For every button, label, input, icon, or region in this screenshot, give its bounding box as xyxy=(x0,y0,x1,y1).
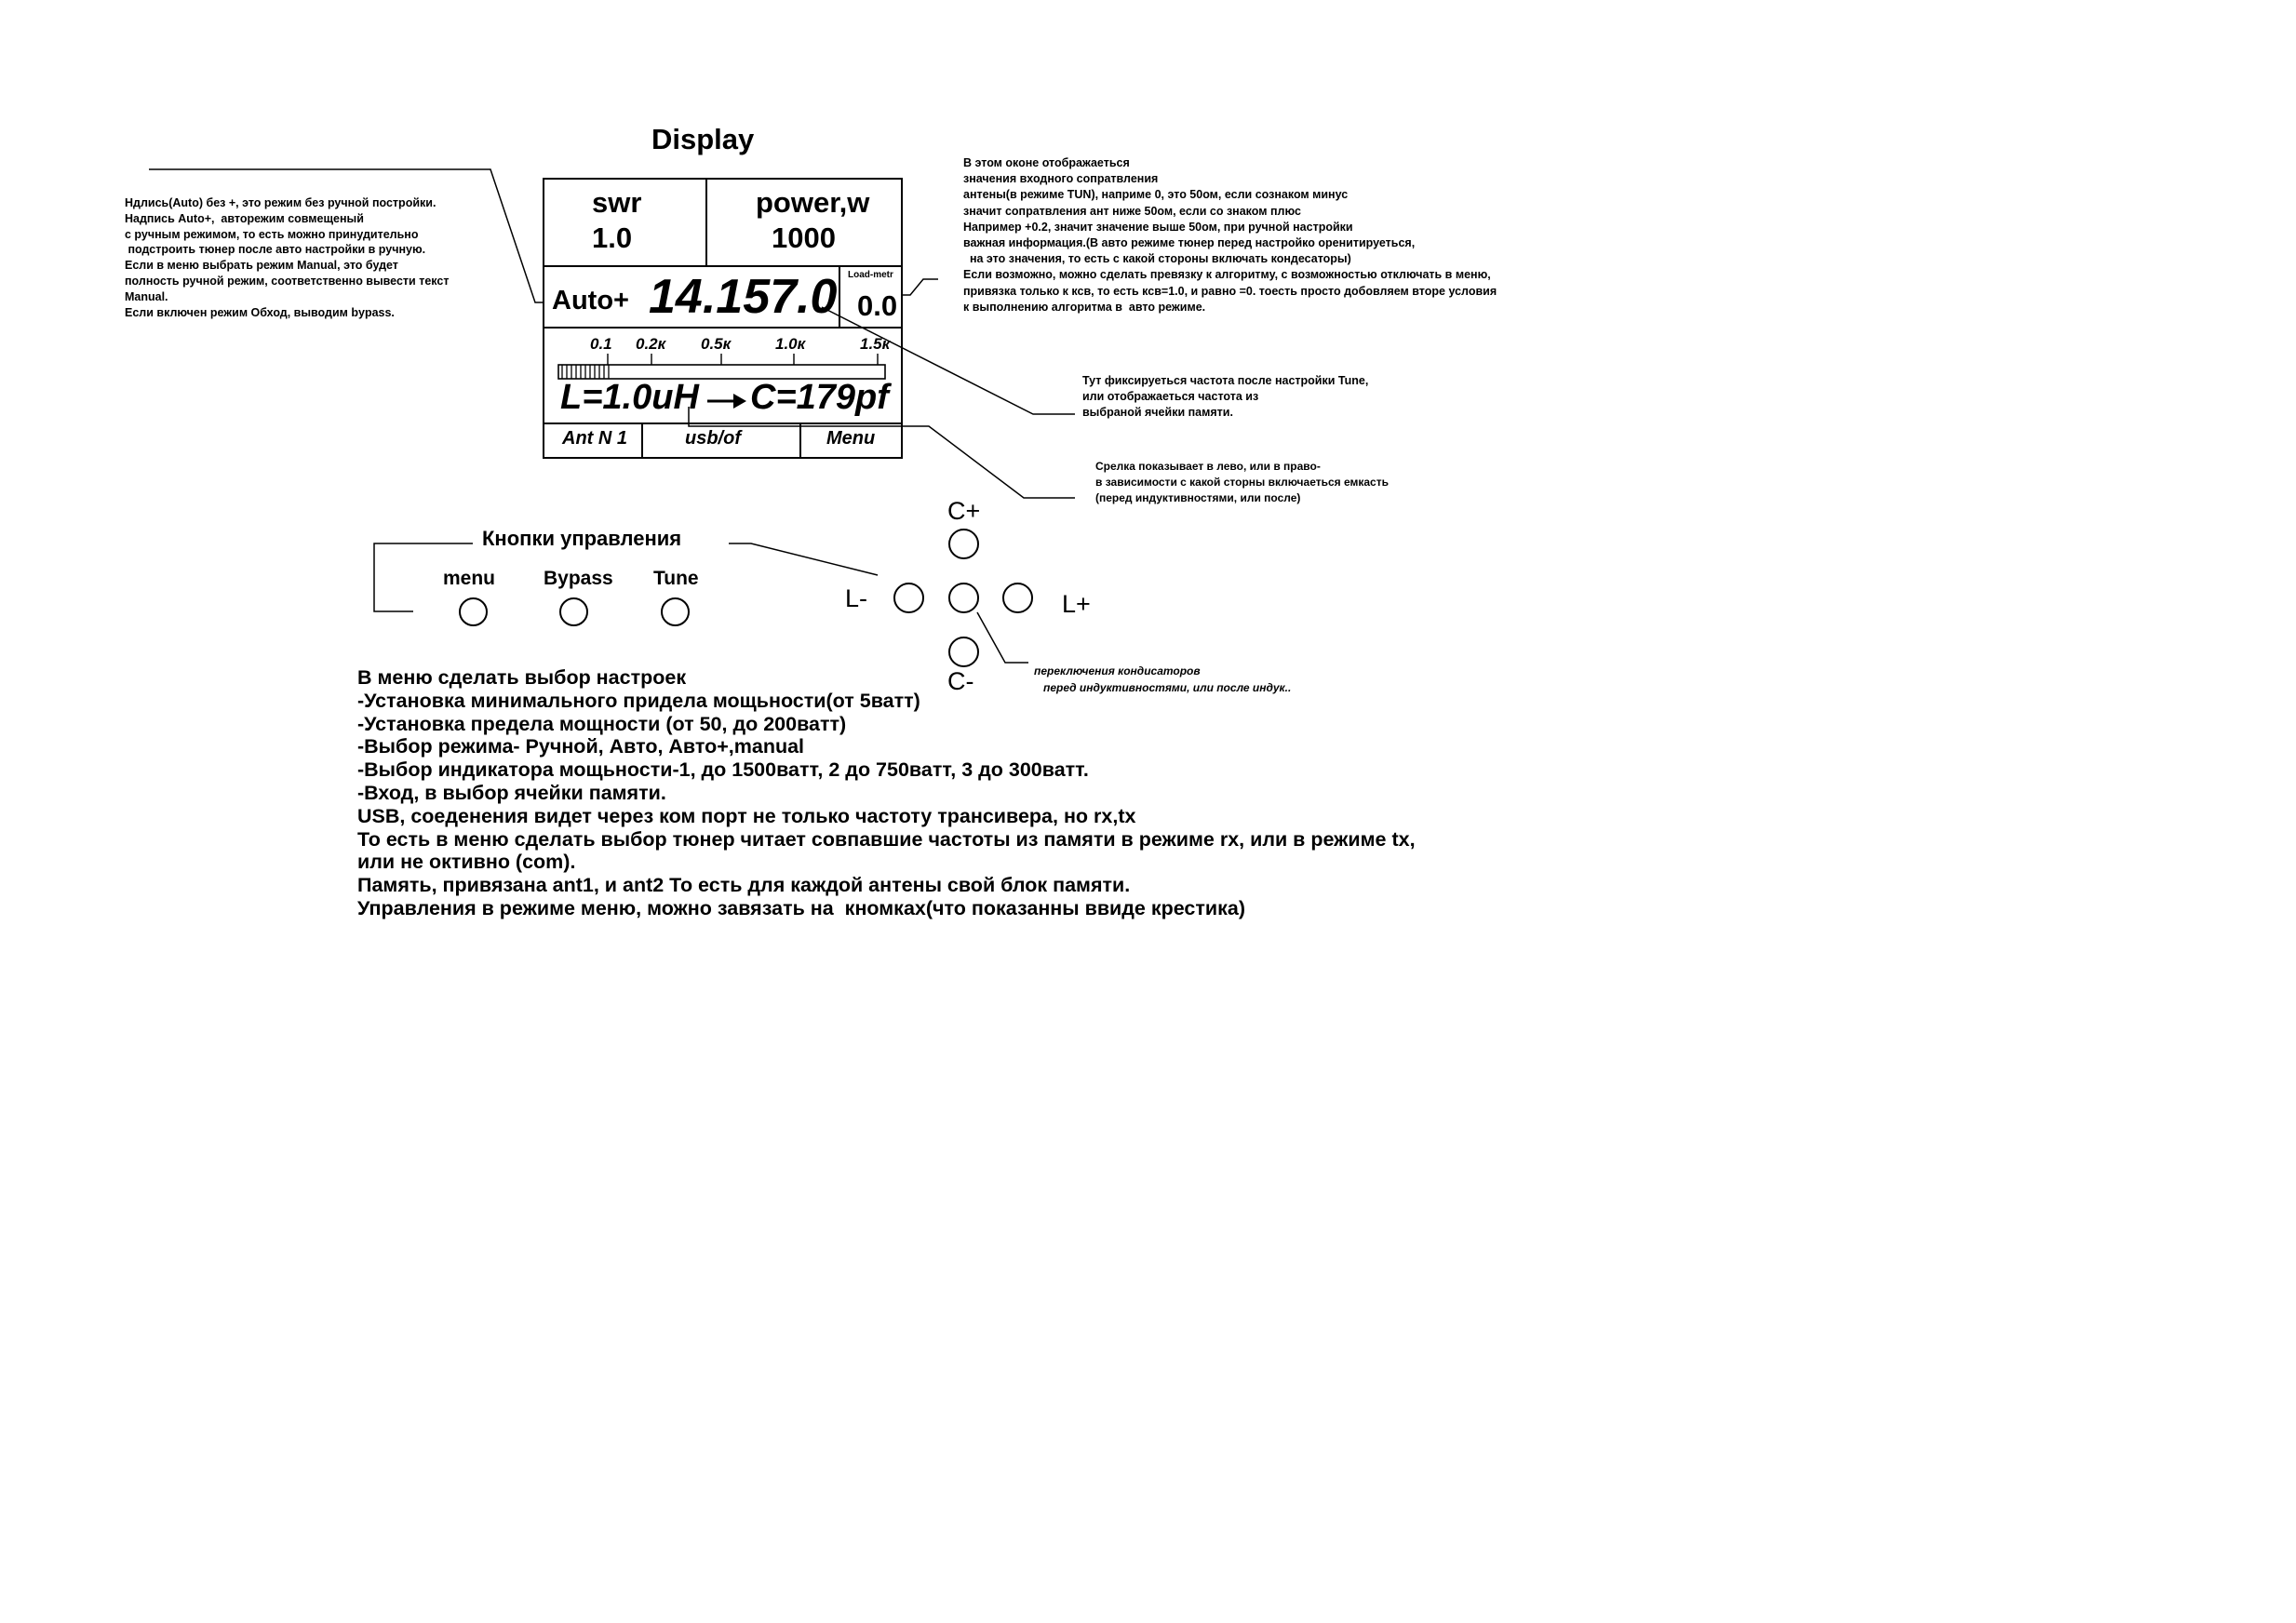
note-line: подстроить тюнер после авто настройки в ручную. xyxy=(125,243,426,257)
control-buttons-title: Кнопки управления xyxy=(482,527,682,550)
load-metr-value: 0.0 xyxy=(857,289,898,322)
note-mode-description xyxy=(125,195,534,320)
note-line: перед индуктивностями, или после индук.. xyxy=(1034,681,1292,694)
note-line: на это значения, то есть с какой стороны включать кондесаторы) xyxy=(963,252,1351,266)
leader-line-switch xyxy=(977,612,1028,663)
menu-settings-line: -Вход, в выбор ячейки памяти. xyxy=(357,781,666,804)
display-title: Display xyxy=(651,123,755,155)
menu-settings-line: То есть в меню сделать выбор тюнер читает совпавшие частоты из памяти в режиме rx, или в режиме tx, xyxy=(357,827,1416,851)
l-minus-button[interactable] xyxy=(893,583,924,613)
note-line: Срелка показывает в лево, или в право- xyxy=(1095,460,1321,473)
note-line: Если возможно, можно сделать превязку к алгоритму, с возможностью отключать в меню, xyxy=(963,268,1491,282)
note-line: Если включен режим Обход, выводим bypass. xyxy=(125,305,395,319)
menu-settings-line: -Установка минимального придела мощьности(от 5ватт) xyxy=(357,689,920,712)
footer-menu: Menu xyxy=(826,428,876,449)
l-plus-button[interactable] xyxy=(1002,583,1033,613)
menu-button[interactable] xyxy=(459,597,488,626)
bypass-button-label: Bypass xyxy=(544,568,613,589)
note-line: значит сопратвления ант ниже 50ом, если со знаком плюс xyxy=(963,204,1301,218)
menu-settings-line: -Установка предела мощности (от 50, до 200ватт) xyxy=(357,712,847,735)
mode-indicator: Auto+ xyxy=(552,286,629,315)
swr-value: 1.0 xyxy=(592,221,633,254)
menu-settings-line: или не октивно (com). xyxy=(357,851,576,874)
menu-settings-line: USB, соеденения видет через ком порт не только частоту трансивера, но rx,tx xyxy=(357,804,1136,827)
note-line: к выполнению алгоритма в авто режиме. xyxy=(963,300,1206,314)
menu-settings-line: -Выбор режима- Ручной, Авто, Авто+,manual xyxy=(357,735,805,758)
note-line: Если в меню выбрать режим Manual, это будет xyxy=(125,259,398,273)
note-line: важная информация.(В авто режиме тюнер перед настройко оренитируеться, xyxy=(963,236,1416,250)
footer-antenna: Ant N 1 xyxy=(562,428,627,449)
note-line: Ндлись(Auto) без +, это режим без ручной постройки. xyxy=(125,196,436,209)
note-line: значения входного сопратвления xyxy=(963,172,1159,186)
c-minus-label: C- xyxy=(947,667,974,695)
note-line: в зависимости с какой сторны включаеться емкасть xyxy=(1095,476,1389,489)
swr-label: swr xyxy=(592,186,642,219)
c-minus-button[interactable] xyxy=(948,637,979,667)
menu-settings-line: Управления в режиме меню, можно завязать на кномках(что показанны ввиде крестика) xyxy=(357,896,1245,919)
capacitor-switch-button[interactable] xyxy=(948,583,979,613)
note-line: Надпись Auto+, авторежим совмещеный xyxy=(125,211,364,225)
l-plus-label: L+ xyxy=(1062,590,1091,618)
note-line: Manual. xyxy=(125,289,168,303)
scale-tick-label: 1.5к xyxy=(860,335,891,353)
menu-settings-description xyxy=(357,666,1567,920)
note-line: переключения кондисаторов xyxy=(1034,664,1201,677)
menu-button-label: menu xyxy=(443,568,496,589)
direction-arrow xyxy=(707,394,746,409)
scale-tick-label: 0.5к xyxy=(701,335,732,353)
menu-settings-line: -Выбор индикатора мощьности-1, до 1500ватт, 2 до 750ватт, 3 до 300ватт. xyxy=(357,758,1089,782)
note-line: антены(в режиме TUN), наприме 0, это 50ом, если сознаком минус xyxy=(963,188,1349,202)
power-label: power,w xyxy=(756,186,870,219)
note-line: выбраной ячейки памяти. xyxy=(1082,406,1233,419)
capacitance-value: C=179pf xyxy=(750,378,889,417)
note-line: с ручным режимом, то есть можно принудительно xyxy=(125,227,419,241)
leader-line-arrow xyxy=(689,407,1075,498)
l-minus-label: L- xyxy=(845,584,868,612)
note-line: привязка только к ксв, то есть ксв=1.0, и равно =0. тоесть просто добовляем вторе условия xyxy=(963,284,1497,298)
buttons-leader xyxy=(729,543,878,575)
menu-settings-line: Память, привязана ant1, и ant2 То есть для каждой антены свой блок памяти. xyxy=(357,874,1131,897)
note-frequency-description xyxy=(1082,373,1473,421)
menu-settings-line: В меню сделать выбор настроек xyxy=(357,666,687,689)
load-metr-label: Load-metr xyxy=(848,270,893,280)
note-line: (перед индуктивностями, или после) xyxy=(1095,491,1301,504)
scale-tick-label: 1.0к xyxy=(775,335,806,353)
note-line: полность ручной режим, соответственно вывести текст xyxy=(125,274,450,288)
frequency-value: 14.157.0 xyxy=(649,270,838,324)
scale-tick-label: 0.2к xyxy=(636,335,666,353)
power-value: 1000 xyxy=(772,221,836,254)
note-line: В этом оконе отображаеться xyxy=(963,156,1130,169)
power-meter-bar xyxy=(558,365,885,379)
inductance-value: L=1.0uH xyxy=(560,378,699,417)
tune-button-label: Tune xyxy=(653,568,699,589)
c-plus-label: C+ xyxy=(947,497,981,525)
bypass-button[interactable] xyxy=(559,597,588,626)
note-line: Например +0.2, значит значение выше 50ом, при ручной настройки xyxy=(963,220,1353,234)
footer-usb: usb/of xyxy=(685,428,741,449)
tune-button[interactable] xyxy=(661,597,690,626)
note-line: Тут фиксируеться частота после настройки Tune, xyxy=(1082,374,1369,387)
note-arrow-description xyxy=(1095,459,1486,506)
leader-line-load xyxy=(902,279,938,295)
note-load-metr-description xyxy=(963,155,1633,315)
note-line: или отображаеться частота из xyxy=(1082,390,1259,403)
c-plus-button[interactable] xyxy=(948,529,979,559)
power-meter-fill xyxy=(562,365,609,379)
scale-tick-label: 0.1 xyxy=(590,335,612,353)
